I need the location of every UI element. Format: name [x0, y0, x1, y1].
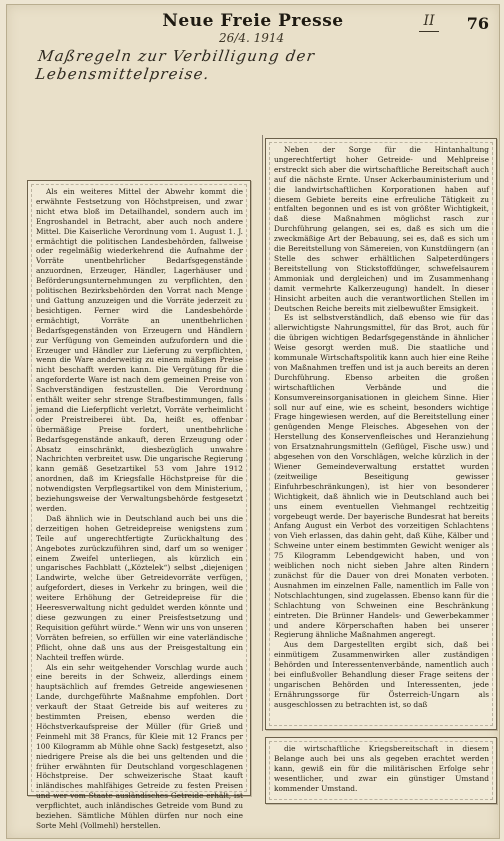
handwritten-title [34, 47, 489, 83]
handwritten-date: 26/4. 1914 [219, 31, 285, 45]
roman-numeral-annotation: II [419, 13, 439, 32]
paragraph: Aus dem Dargestellten ergibt sich, daß bei einmütigem Zusammenwirken aller zuständigen Behörden und Interessentenverbände, namentlich auch bei einflußvoller Behandlung dieser Frage seitens der ungarischen Behörden und Interessenten, jede Ernährungssorge für Österreich-Ungarn als ausgeschlossen zu betrachten ist, so daß [274, 640, 489, 709]
paragraph: Daß ähnlich wie in Deutschland auch bei uns die derzeitigen hohen Getreidepreise wenigstens zum Teile auf ungerechtfertigte Zurückhaltung des Angebotes zurückzuführen sind, darf um so weniger einem Zweifel unterliegen, als kürzlich ein ungarisches Fachblatt („Köztelek“) selbst „diejenigen Landwirte, welche über Getreidevorräte verfügen, aufgefordert, dieses in Verkehr zu bringen, weil die weitere Erhöhung der Getreidepreise für die Heeresverwaltung nicht geduldet werden könnte und diese gezwungen zu einer Preisfestsetzung und Requisition geführt würde.“ Wenn wir uns von unseren Vorräten befreien, so erfüllen wir eine vaterländische Pflicht, ohne daß uns aus der Preisgestaltung ein Nachteil treffen würde. [36, 513, 243, 662]
clipping-left-column [27, 180, 251, 830]
paragraph: Neben der Sorge für die Hintanhaltung ungerechtfertigt hoher Getreide- und Mehlpreise erstreckt sich aber die wirtschaftliche Bereitschaft auch auf die nächste Ernte. Unser Ackerbauministerium und die landwirtschaftlichen Korporationen haben auf diesem Gebiete bereits eine erfreuliche Tätigkeit zu entfalten begonnen und es ist von größter Wichtigkeit, daß diese Maßnahmen möglichst rasch zur Durchführung gelangen, sei es, daß es sich um die zweckmäßige Art der Bebauung, sei es, daß es sich um die Bereitstellung von Sämereien, von Kunstdüngern (an Stelle des schwer erhältlichen Salpeterdüngers Bereitstellung von Stickstoffdünger, schwefelsaurem Ammoniak und dergleichen) und im Zusammenhang damit vermehrte Kalkerzeugung) handelt. In dieser Hinsicht arbeiten auch die verantwortlichen Stellen im Deutschen Reiche bereits mit zielbewußter Emsigkeit. [274, 145, 489, 313]
handwritten-title-text: Maßregeln zur Verbilligung der Lebensmittelpreise. [34, 47, 317, 83]
paragraph: Es ist selbstverständlich, daß ebenso wie für das allerwichtigste Nahrungsmittel, für das Brot, auch für die übrigen wichtigen Bedarfsgegenstände in ähnlicher Weise gesorgt werden muß. Die staatliche und kommunale Wirtschaftspolitik kann auch hier eine Reihe von Maßnahmen treffen und ist ja auch bereits an deren Durchführung. Ebenso arbeiten die großen wirtschaftlichen Verbände und die Konsumvereinsorganisationen in gleichem Sinne. Hier soll nur auf eine, wie es scheint, besonders wichtige Frage hingewiesen werden, auf die Bereitstellung einer genügenden Menge Fleisches. Abgesehen von der Herstellung des Konservenfleisches und Heranziehung von Ersatznahrungsmitteln (Geflügel, Fische usw.) und abgesehen von den Vorschlägen, welche kürzlich in der Wiener Gemeindeverwaltung erstattet wurden (zeitweilige Beseitigung gewisser Einfuhrbeschränkungen), ist hier von besonderer Wichtigkeit, daß ähnlich wie in Deutschland auch bei uns einem eventuellen Viehmangel rechtzeitig vorgebeugt werde. Der bayerische Bundesrat hat bereits Anfang August ein Verbot des vorzeitigen Schlachtens von Vieh erlassen, das dahin geht, daß Kühe, Kälber und Schweine unter einem bestimmten Gewicht weniger als 75 Kilogramm Lebendgewicht haben, und von weiblichen noch nicht sieben Jahre alten Rindern zunächst für die Dauer von drei Monaten verboten. Ausnahmen im einzelnen Falle, namentlich im Falle von Notschlachtungen, sind zugelassen. Ebenso kann für die Schlachtung von Schweinen eine Beschränkung eintreten. Die Brünner Handels- und Gewerbekammer und andere Körperschaften haben bei unserer Regierung ähnliche Maßnahmen angeregt. [274, 313, 489, 640]
paragraph: die wirtschaftliche Kriegsbereitschaft in diesem Belange auch bei uns als gegeben erachtet werden kann, gewiß ein für die militärischen Erfolge sehr wesentlicher, und zwar ein günstiger Umstand kommender Umstand. [274, 744, 489, 793]
clipping-right-text [274, 145, 489, 723]
newspaper-clipping-page [6, 4, 500, 839]
newspaper-name: Neue Freie Presse [162, 11, 344, 31]
clipping-right-column [265, 138, 497, 730]
page-number: 76 [466, 14, 489, 33]
paragraph: Als ein sehr weitgehender Vorschlag wurde auch eine bereits in der Schweiz, allerdings einem hauptsächlich auf fremdes Getreide angewiesenen Lande, durchgeführte Maßnahme empfohlen. Dort verkauft der Staat Getreide bis auf weiteres zu bestimmten Preisen, ebenso werden die Höchstverkaufspreise der Müller (für Grieß und Feinmehl mit 38 Francs, für Kleie mit 12 Francs per 100 Kilogramm ab Mühle ohne Sack) festgesetzt, also niedrigere Preise als die bei uns geltenden und die früher erwähnten für Deutschland vorgeschlagenen Höchstpreise. Der schweizerische Staat kauft inländisches mahlfähiges Getreide zu festen Preisen und wer vom Staate ausländisches Getreide erhält, ist verpflichtet, auch inländisches Getreide vom Bund zu beziehen. Sämtliche Mühlen dürfen nur noch eine Sorte Mehl (Vollmehl) herstellen. [36, 662, 243, 830]
clipping-left-text [36, 187, 243, 830]
clipping-bottom-right [265, 737, 497, 804]
clipping-bottom-text [274, 744, 489, 797]
paragraph: Als ein weiteres Mittel der Abwehr kommt die erwähnte Festsetzung von Höchstpreisen, und zwar nicht etwa bloß im Detailhandel, sondern auch im Engroshandel in Betracht, aber auch noch andere Mittel. Die Kaiserliche Verordnung vom 1. August 1. J. ermächtigt die politischen Landesbehörden, fallweise oder regelmäßig wiederkehrend die Aufnahme der Vorräte unentbehrlicher Bedarfsgegenstände anzuordnen, Erzeuger, Händler, Lagerhäuser und Beförderungsunternehmungen zu verpflichten, den politischen Bezirksbehörden den Vorrat nach Menge und Gattung anzuzeigen und die Vorräte jederzeit zu besichtigen. Ferner wird die Landesbehörde ermächtigt, Vorräte an unentbehrlichen Bedarfsgegenständen von Erzeugern und Händlern zur Verfügung von Gemeinden aufzufordern und die Erzeuger und Händler zur Lieferung zu verpflichten, wenn die Ware anderweitig zu einem mäßigen Preise nicht beschafft werden kann. Die Vergütung für die angeforderte Ware ist nach dem gemeinen Preise von Sachverständigen festzustellen. Die Verordnung enthält weiter sehr strenge Strafbestimmungen, falls jemand die Lieferpflicht verletzt, Vorräte verheimlicht oder Preistreiberei übt. Da, heißt es, offenbar übermäßige Preise fordert, unentbehrliche Bedarfsgegenstände ankauft, deren Erzeugung oder Absatz einschränkt, diesbezüglich unwahre Nachrichten verbreitet usw. Die ungarische Regierung kann gemäß Gesetzartikel 53 vom Jahre 1912 anordnen, daß im Kriegsfalle Höchstpreise für die notwendigsten Verpflegsartikel von dem Ministerium, beziehungsweise der Verwaltungsbehörde festgesetzt werden. [36, 187, 243, 513]
